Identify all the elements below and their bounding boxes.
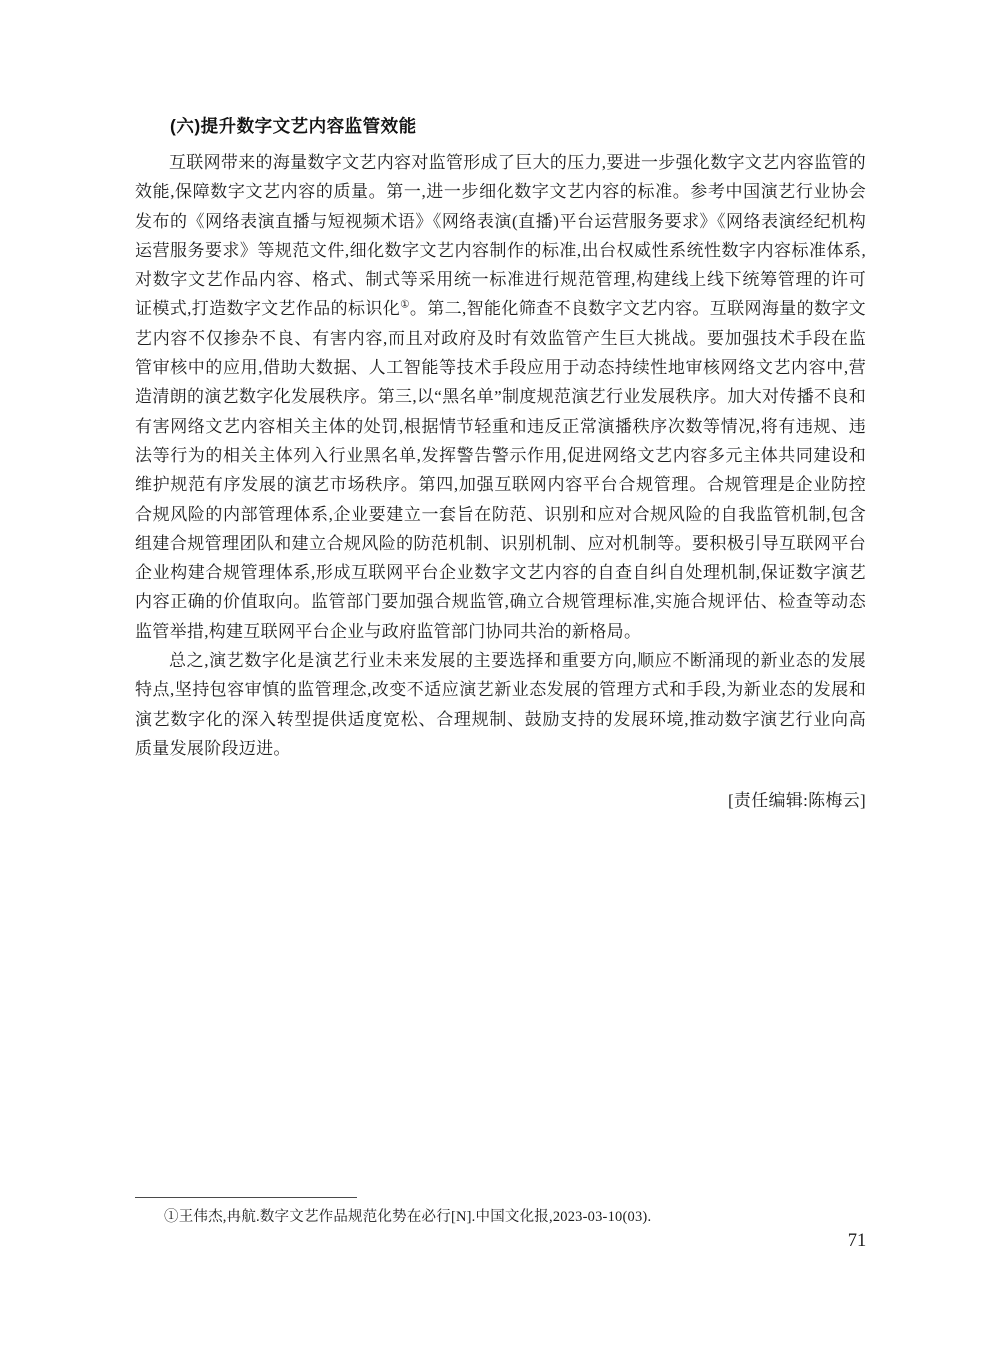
paragraph-1-text-continued: 。第二,智能化筛查不良数字文艺内容。互联网海量的数字文艺内容不仅掺杂不良、有害内容,而且对政府及时有效监管产生巨大挑战。要加强技术手段在监管审核中的应用,借助大数据、人工智能等技术手段应用于动态持续性地审核网络文艺内容中,营造清朗的演艺数字化发展秩序。第三,以“黑名单”制度规范演艺行业发展秩序。加大对传播不良和有害网络文艺内容相关主体的处罚,根据情节轻重和违反正常演播秩序次数等情况,将有违规、违法等行为的相关主体列入行业黑名单,发挥警告警示作用,促进网络文艺内容多元主体共同建设和维护规范有序发展的演艺市场秩序。第四,加强互联网内容平台合规管理。合规管理是企业防控合规风险的内部管理体系,企业要建立一套旨在防范、识别和应对合规风险的自我监管机制,包含组建合规管理团队和建立合规风险的防范机制、识别机制、应对机制等。要积极引导互联网平台企业构建合规管理体系,形成互联网平台企业数字文艺内容的自查自纠自处理机制,保证数字演艺内容正确的价值取向。监管部门要加强合规监管,确立合规管理标准,实施合规评估、检查等动态监管举措,构建互联网平台企业与政府监管部门协同共治的新格局。 [135,299,866,641]
page-number: 71 [847,1231,867,1251]
footnote-area [135,1197,866,1227]
editor-note: [责任编辑:陈梅云] [727,791,866,811]
article-body [135,114,866,813]
footnote-reference-marker: ① [400,299,410,311]
paragraph-2: 总之,演艺数字化是演艺行业未来发展的主要选择和重要方向,顺应不断涌现的新业态的发展特点,坚持包容审慎的监管理念,改变不适应演艺新业态发展的管理方式和手段,为新业态的发展和演艺数字化的深入转型提供适度宽松、合理规制、鼓励支持的发展环境,推动数字演艺行业向高质量发展阶段迈进。 [135,651,866,758]
footnote-text: ①王伟杰,冉航.数字文艺作品规范化势在必行[N].中国文化报,2023-03-10(03). [164,1209,652,1225]
footnote-divider [135,1197,357,1198]
paragraph-1 [135,148,866,646]
section-heading: (六)提升数字文艺内容监管效能 [170,116,417,136]
paragraph-1-text: 互联网带来的海量数字文艺内容对监管形成了巨大的压力,要进一步强化数字文艺内容监管的效能,保障数字文艺内容的质量。第一,进一步细化数字文艺内容的标准。参考中国演艺行业协会发布的《网络表演直播与短视频术语》《网络表演(直播)平台运营服务要求》《网络表演经纪机构运营服务要求》等规范文件,细化数字文艺内容制作的标准,出台权威性系统性数字内容标准体系,对数字文艺作品内容、格式、制式等采用统一标准进行规范管理,构建线上线下统筹管理的许可证模式,打造数字文艺作品的标识化 [135,153,866,319]
